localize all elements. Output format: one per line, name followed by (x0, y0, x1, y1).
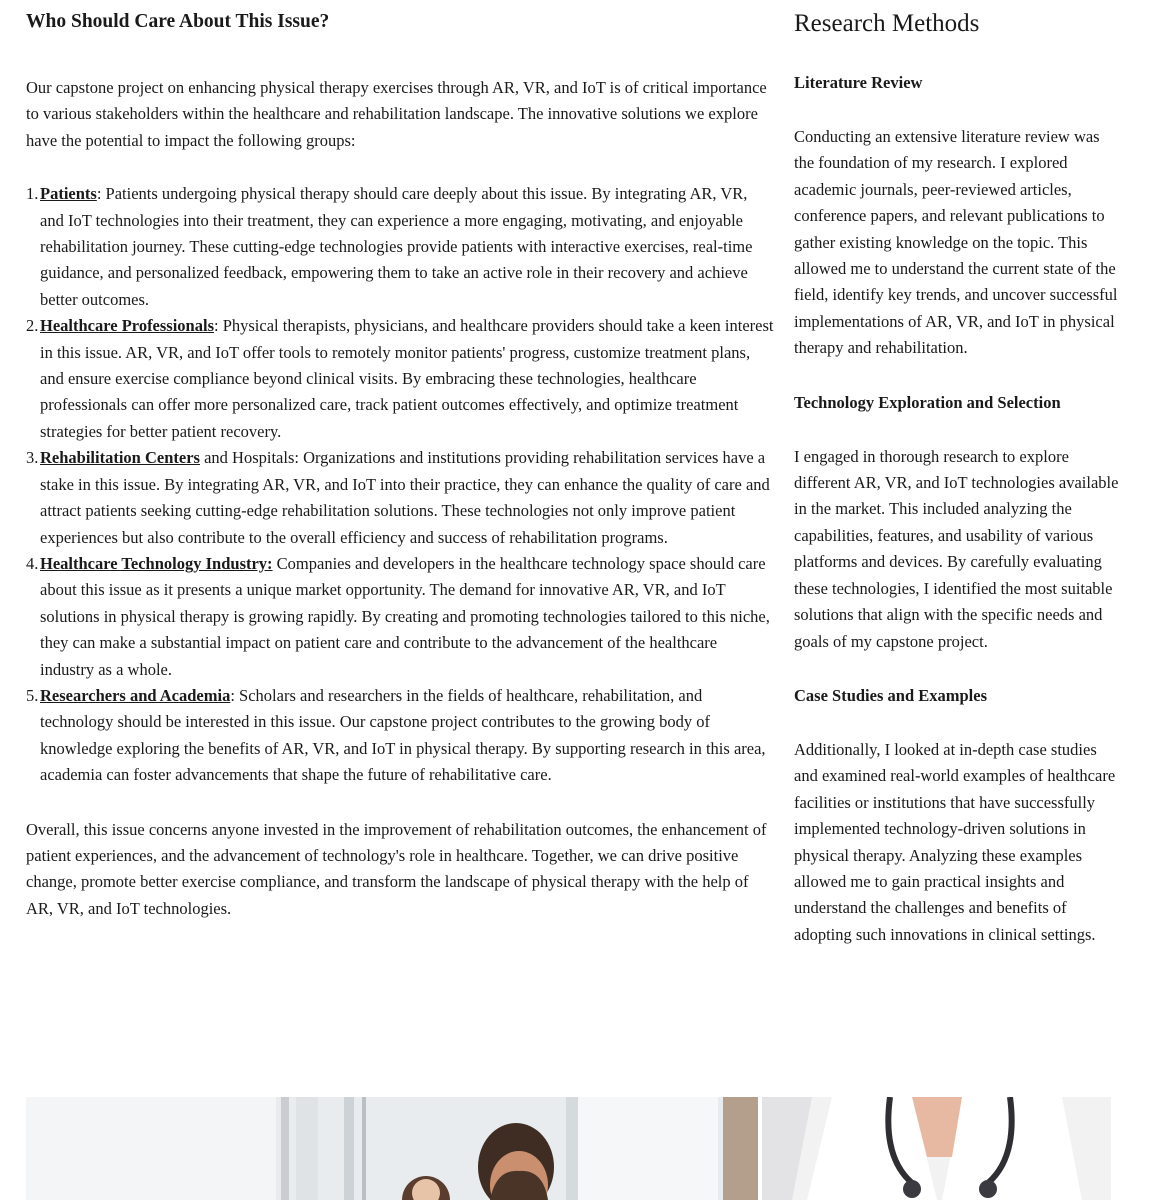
list-number: 4. (26, 553, 39, 573)
method-title: Technology Exploration and Selection (794, 392, 1061, 412)
section-heading: Who Should Care About This Issue? (26, 11, 330, 32)
stakeholder-list (26, 181, 774, 788)
list-item (26, 445, 774, 551)
doctor-photo (762, 1097, 1111, 1200)
stakeholder-description: : Physical therapists, physicians, and healthcare providers should take a keen interest in this issue. AR, VR, and IoT offer tools to remotely monitor patients' progress, customize treatment plans, and ensure exercise compliance beyond clinical visits. By embracing these technologies, healthcare professionals can offer more personalized care, track patient outcomes effectively, and optimize treatment strategies for better patient recovery. (40, 316, 774, 441)
list-item (26, 181, 774, 313)
research-methods-heading: Research Methods (794, 10, 980, 37)
list-number: 3. (26, 448, 39, 468)
method-title: Case Studies and Examples (794, 685, 987, 705)
research-methods-section (794, 0, 1119, 948)
stakeholder-term: Healthcare Professionals (40, 316, 214, 336)
therapy-session-photo (26, 1097, 758, 1200)
stakeholder-description: : Scholars and researchers in the fields of healthcare, rehabilitation, and technology should be interested in this issue. Our capstone project contributes to the growing body of knowledge exploring the benefits of AR, VR, and IoT in physical therapy. By supporting research in this area, academia can foster advancements that shape the future of rehabilitative care. (40, 685, 766, 785)
overall-paragraph: Overall, this issue concerns anyone invested in the improvement of rehabilitation outcomes, the enhancement of patient experiences, and the advancement of technology's role in healthcare. Together, we can drive positive change, promote better exercise compliance, and transform the landscape of physical therapy with the help of AR, VR, and IoT technologies. (26, 819, 767, 918)
list-number: 2. (26, 316, 39, 336)
doctor-illustration (762, 1097, 1111, 1200)
stakeholders-section (26, 0, 774, 922)
list-item (26, 683, 774, 789)
method-title: Literature Review (794, 73, 923, 92)
method-description: I engaged in thorough research to explore different AR, VR, and IoT technologies available in the market. This included analyzing the capabilities, features, and usability of various platforms and devices. By carefully evaluating these technologies, I identified the most suitable solutions that align with the specific needs and goals of my capstone project. (794, 446, 1119, 651)
stakeholder-description: : Patients undergoing physical therapy should care deeply about this issue. By integrating AR, VR, and IoT technologies into their treatment, they can experience a more engaging, motivating, and enjoyable rehabilitation journey. These cutting-edge technologies provide patients with interactive exercises, real-time guidance, and personalized feedback, empowering them to take an active role in their recovery and achieve better outcomes. (40, 184, 753, 309)
photo-strip (26, 1097, 1111, 1200)
list-number: 5. (26, 685, 39, 705)
intro-paragraph: Our capstone project on enhancing physical therapy exercises through AR, VR, and IoT is of critical importance to various stakeholders within the healthcare and rehabilitation landscape. The innovative solutions we explore have the potential to impact the following groups: (26, 78, 767, 150)
stakeholder-term: Patients (40, 184, 97, 204)
stakeholder-term: Researchers and Academia (40, 685, 231, 705)
stakeholder-description: and Hospitals: Organizations and institutions providing rehabilitation services have a stake in this issue. By integrating AR, VR, and IoT into their practice, they can enhance the quality of care and attract patients seeking cutting-edge rehabilitation solutions. These technologies not only improve patient experiences but also contribute to the overall efficiency and success of rehabilitation programs. (40, 448, 770, 547)
list-number: 1. (26, 184, 39, 204)
list-item (26, 313, 774, 445)
stakeholder-term: Healthcare Technology Industry: (40, 553, 273, 573)
method-description: Additionally, I looked at in-depth case studies and examined real-world examples of healthcare facilities or institutions that have successfully implemented technology-driven solutions in physical therapy. Analyzing these examples allowed me to gain practical insights and understand the challenges and benefits of adopting such innovations in clinical settings. (794, 739, 1116, 944)
stakeholder-term: Rehabilitation Centers (40, 448, 200, 468)
stakeholder-description: Companies and developers in the healthcare technology space should care about this issue as it presents a unique market opportunity. The demand for innovative AR, VR, and IoT solutions in physical therapy is growing rapidly. By creating and promoting technologies tailored to this niche, they can make a substantial impact on patient care and contribute to the advancement of the healthcare industry as a whole. (40, 553, 770, 679)
therapy-session-illustration (26, 1097, 758, 1200)
list-item (26, 551, 774, 683)
method-description: Conducting an extensive literature review was the foundation of my research. I explored academic journals, peer-reviewed articles, conference papers, and relevant publications to gather existing knowledge on the topic. This allowed me to understand the current state of the field, identify key trends, and uncover successful implementations of AR, VR, and IoT in physical therapy and rehabilitation. (794, 127, 1118, 358)
